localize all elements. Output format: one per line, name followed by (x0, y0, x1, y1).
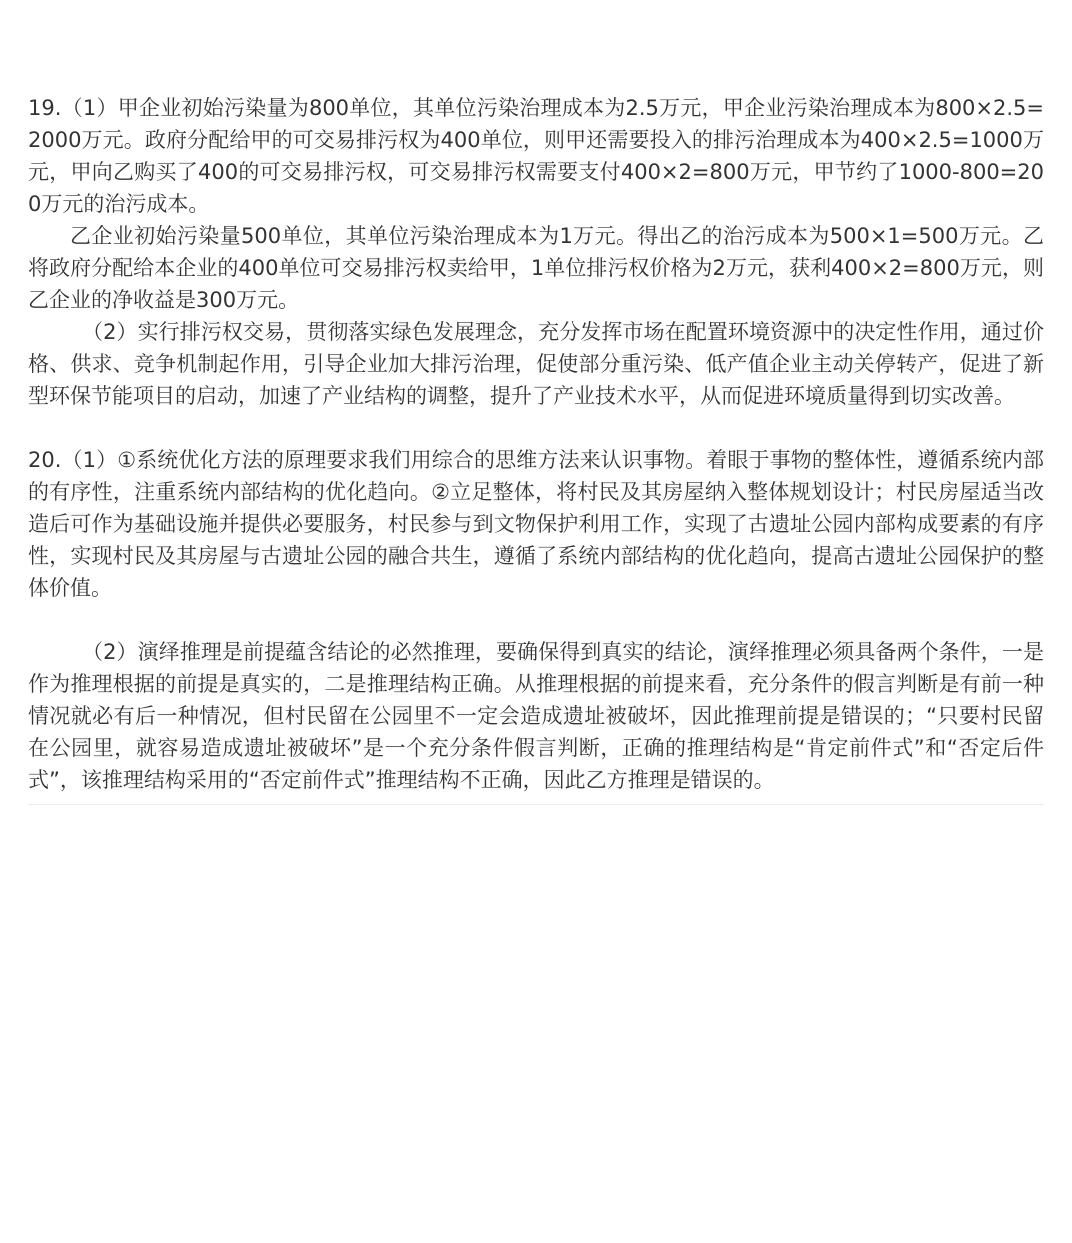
bottom-divider (28, 804, 1044, 805)
spacer (28, 412, 1044, 444)
answer-document (28, 0, 1044, 805)
q20-part2-paragraph: （2）演绎推理是前提蕴含结论的必然推理，要确保得到真实的结论，演绎推理必须具备两个条件，一是作为推理根据的前提是真实的，二是推理结构正确。从推理根据的前提来看，充分条件的假言判断是有前一种情况就必有后一种情况，但村民留在公园里不一定会造成遗址被破坏，因此推理前提是错误的；“只要村民留在公园里，就容易造成遗址被破坏”是一个充分条件假言判断，正确的推理结构是“肯定前件式”和“否定后件式”，该推理结构采用的“否定前件式”推理结构不正确，因此乙方推理是错误的。 (28, 640, 1044, 792)
q19-part1-paragraph: 19.（1）甲企业初始污染量为800单位，其单位污染治理成本为2.5万元，甲企业污染治理成本为800×2.5=2000万元。政府分配给甲的可交易排污权为400单位，则甲还需要投入的排污治理成本为400×2.5=1000万元，甲向乙购买了400的可交易排污权，可交易排污权需要支付400×2=800万元，甲节约了1000-800=200万元的治污成本。 (28, 96, 1044, 216)
spacer (28, 604, 1044, 636)
q19-part1-continued-paragraph: 乙企业初始污染量500单位，其单位污染治理成本为1万元。得出乙的治污成本为500×1=500万元。乙将政府分配给本企业的400单位可交易排污权卖给甲，1单位排污权价格为2万元，获利400×2=800万元，则乙企业的净收益是300万元。 (28, 224, 1044, 312)
q20-part1-paragraph: 20.（1）①系统优化方法的原理要求我们用综合的思维方法来认识事物。着眼于事物的整体性，遵循系统内部的有序性，注重系统内部结构的优化趋向。②立足整体，将村民及其房屋纳入整体规划设计；村民房屋适当改造后可作为基础设施并提供必要服务，村民参与到文物保护利用工作，实现了古遗址公园内部构成要素的有序性，实现村民及其房屋与古遗址公园的融合共生，遵循了系统内部结构的优化趋向，提高古遗址公园保护的整体价值。 (28, 448, 1044, 600)
q19-part2-paragraph: （2）实行排污权交易，贯彻落实绿色发展理念，充分发挥市场在配置环境资源中的决定性作用，通过价格、供求、竞争机制起作用，引导企业加大排污治理，促使部分重污染、低产值企业主动关停转产，促进了新型环保节能项目的启动，加速了产业结构的调整，提升了产业技术水平，从而促进环境质量得到切实改善。 (28, 320, 1044, 408)
